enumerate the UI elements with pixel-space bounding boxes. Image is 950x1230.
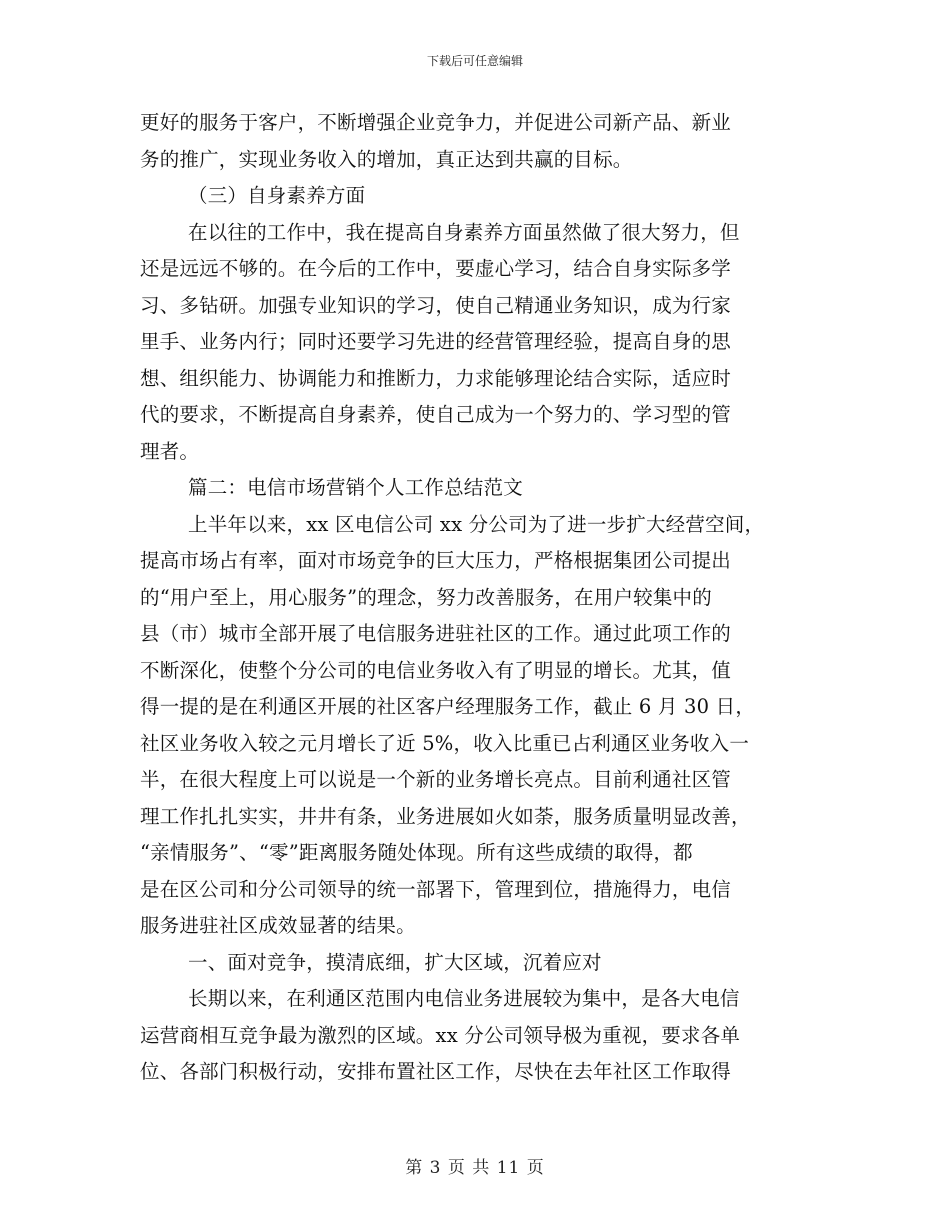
page-footer: 第 3 页 共 11 页 bbox=[405, 1158, 545, 1178]
text-line: 半，在很大程度上可以说是一个新的业务增长亮点。目前利通社区管 bbox=[140, 768, 732, 791]
text-line: 还是远远不够的。在今后的工作中，要虚心学习，结合自身实际多学 bbox=[140, 257, 732, 280]
text-line: 位、各部门积极行动，安排布置社区工作，尽快在去年社区工作取得 bbox=[140, 1060, 732, 1083]
text-line: 习、多钻研。加强专业知识的学习，使自己精通业务知识，成为行家 bbox=[140, 293, 732, 317]
section-heading: 一、面对竞争，摸清底细，扩大区域，沉着应对 bbox=[188, 950, 602, 974]
text-line: 想、组织能力、协调能力和推断力，力求能够理论结合实际，适应时 bbox=[140, 366, 732, 390]
text-line: 长期以来，在利通区范围内电信业务进展较为集中，是各大电信 bbox=[188, 987, 740, 1010]
text-line: 的“用户至上，用心服务”的理念，努力改善服务，在用户较集中的 bbox=[140, 585, 712, 609]
text-line: 代的要求，不断提高自身素养，使自己成为一个努力的、学习型的管 bbox=[140, 403, 732, 426]
text-line: 运营商相互竞争最为激烈的区域。xx 分公司领导极为重视，要求各单 bbox=[140, 1023, 741, 1047]
text-line: 理者。 bbox=[140, 439, 200, 463]
text-line: 社区业务收入较之元月增长了近 5%，收入比重已占利通区业务收入一 bbox=[140, 731, 750, 755]
text-line: 服务进驻社区成效显著的结果。 bbox=[140, 914, 416, 937]
text-line: 不断深化，使整个分公司的电信业务收入有了明显的增长。尤其，值 bbox=[140, 658, 732, 682]
section-heading: （三）自身素养方面 bbox=[188, 184, 366, 207]
text-line: 里手、业务内行；同时还要学习先进的经营管理经验，提高自身的思 bbox=[140, 330, 732, 353]
text-line: 提高市场占有率，面对市场竞争的巨大压力，严格根据集团公司提出 bbox=[140, 549, 732, 572]
page-header: 下载后可任意编辑 bbox=[426, 54, 523, 68]
text-line: 是在区公司和分公司领导的统一部署下，管理到位，措施得力，电信 bbox=[140, 877, 732, 901]
text-line: 理工作扎扎实实，井井有条，业务进展如火如荼，服务质量明显改善， bbox=[140, 804, 751, 828]
text-line: 务的推广，实现业务收入的增加，真正达到共赢的目标。 bbox=[140, 147, 633, 171]
article-title: 篇二：电信市场营销个人工作总结范文 bbox=[188, 476, 523, 499]
text-line: 更好的服务于客户，不断增强企业竞争力，并促进公司新产品、新业 bbox=[140, 111, 732, 134]
document-body bbox=[140, 105, 810, 1091]
text-line: 县（市）城市全部开展了电信服务进驻社区的工作。通过此项工作的 bbox=[140, 622, 732, 645]
text-line: 得一提的是在利通区开展的社区客户经理服务工作，截止 6 月 30 日， bbox=[140, 695, 756, 718]
text-line: 上半年以来，xx 区电信公司 xx 分公司为了进一步扩大经营空间， bbox=[188, 512, 765, 536]
text-line: 在以往的工作中，我在提高自身素养方面虽然做了很大努力，但 bbox=[188, 220, 740, 244]
text-line: “亲情服务”、“零”距离服务随处体现。所有这些成绩的取得，都 bbox=[140, 841, 693, 864]
